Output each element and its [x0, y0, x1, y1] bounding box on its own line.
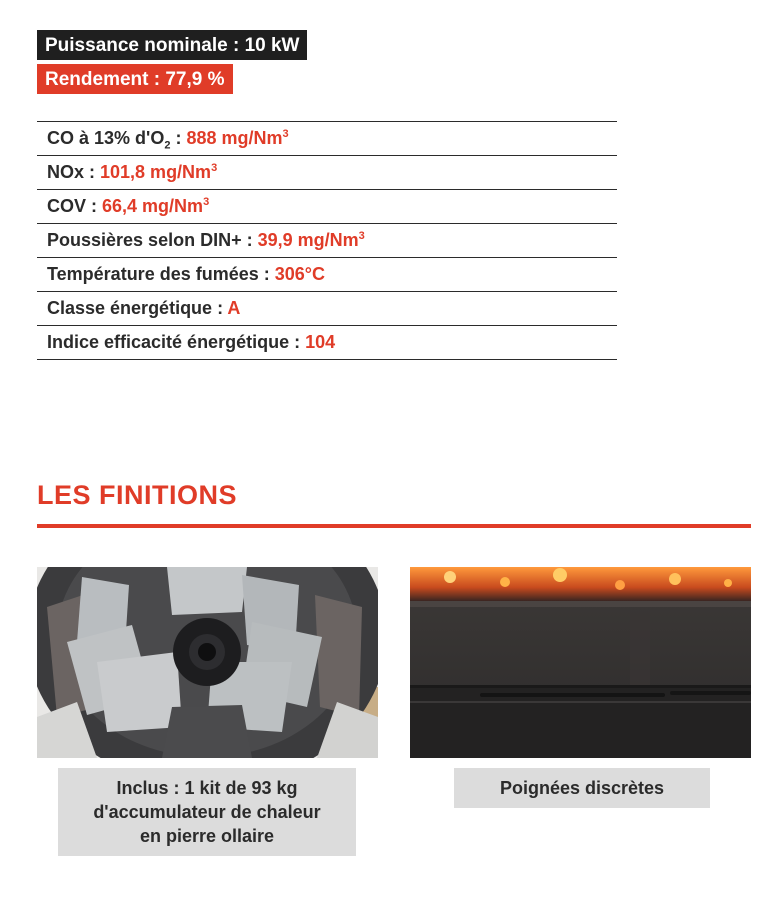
stones-photo [37, 567, 378, 758]
spec-label-energy-class: Classe énergétique : [47, 298, 228, 318]
spec-value-dust: 39,9 mg/Nm$^3$ [257, 230, 365, 250]
spec-label-cov: COV : [47, 196, 103, 216]
spec-row-energy-class [37, 292, 617, 326]
spec-row-flue-temp [37, 258, 617, 292]
spec-row-nox [37, 156, 617, 190]
spec-label-co-subscript: 2 [164, 139, 171, 152]
spec-row-cov [37, 190, 617, 224]
section-title: LES FINITIONS [37, 480, 238, 510]
handles-caption: Poignées discrètes [454, 768, 710, 808]
spec-value-energy-class: A [227, 298, 241, 318]
specs-table [37, 121, 617, 360]
stones-caption-line-2: d'accumulateur de chaleur [93, 802, 321, 822]
spec-label-efficiency-index: Indice efficacité énergétique : [47, 332, 306, 352]
spec-row-dust [37, 224, 617, 258]
stones-caption-line-1: Inclus : 1 kit de 93 kg [116, 778, 298, 798]
stones-caption-line-3: en pierre ollaire [139, 826, 275, 846]
spec-label-co-colon: : [170, 128, 187, 148]
spec-value-nox: 101,8 mg/Nm$^3$ [100, 162, 218, 182]
stones-caption [58, 768, 356, 856]
spec-label-co: CO à 13% d'O [47, 128, 165, 148]
efficiency-badge: Rendement : 77,9 % [37, 64, 233, 94]
spec-row-efficiency-index [37, 326, 617, 360]
section-divider [37, 524, 751, 528]
spec-label-flue-temp: Température des fumées : [47, 264, 275, 284]
spec-label-dust: Poussières selon DIN+ : [47, 230, 258, 250]
spec-value-flue-temp: 306°C [274, 264, 325, 284]
spec-value-efficiency-index: 104 [305, 332, 336, 352]
spec-value-cov: 66,4 mg/Nm$^3$ [102, 196, 210, 216]
stove-photo [410, 567, 751, 758]
spec-label-nox: NOx : [47, 162, 101, 182]
spec-value-co: 888 mg/Nm$^3$ [186, 128, 289, 148]
spec-row-co [37, 122, 617, 156]
nominal-power-badge: Puissance nominale : 10 kW [37, 30, 307, 60]
